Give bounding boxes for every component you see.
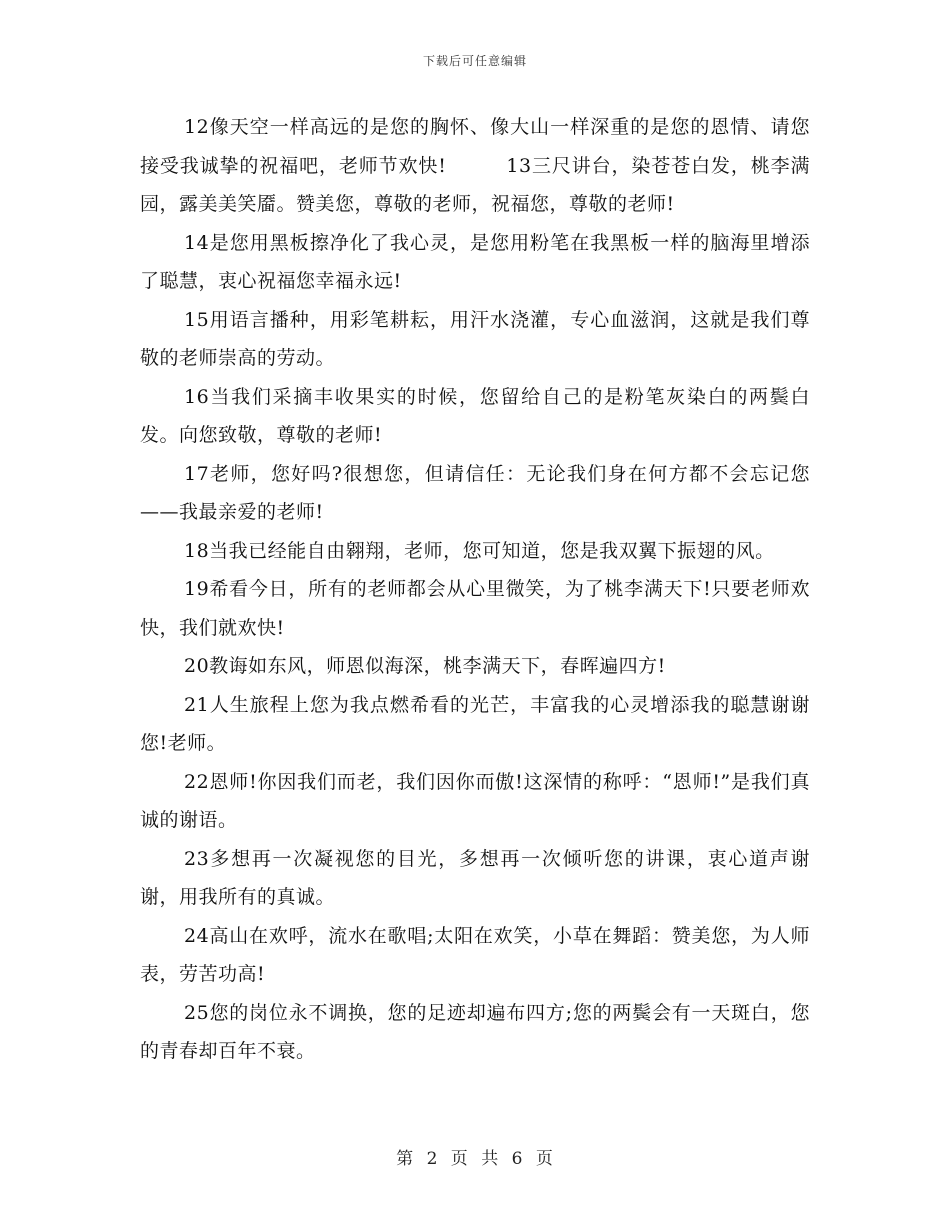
paragraph-21: 21人生旅程上您为我点燃希看的光芒，丰富我的心灵增添我的聪慧谢谢您!老师。 (140, 693, 810, 754)
paragraph-14: 14是您用黑板擦净化了我心灵，是您用粉笔在我黑板一样的脑海里增添了聪慧，衷心祝福您幸福永远! (140, 231, 810, 292)
paragraph-22: 22恩师!你因我们而老，我们因你而傲!这深情的称呼：“恩师!”是我们真诚的谢语。 (140, 770, 810, 831)
paragraph-19: 19希看今日，所有的老师都会从心里微笑，为了桃李满天下!只要老师欢快，我们就欢快! (140, 578, 810, 639)
paragraph-23: 23多想再一次凝视您的目光，多想再一次倾听您的讲课，衷心道声谢谢，用我所有的真诚。 (140, 847, 810, 908)
paragraph-24: 24高山在欢呼，流水在歌唱;太阳在欢笑，小草在舞蹈：赞美您，为人师表，劳苦功高! (140, 924, 810, 985)
document-body (140, 108, 810, 1071)
paragraph-12: 12像天空一样高远的是您的胸怀、像大山一样深重的是您的恩情、请您接受我诚挚的祝福吧，老师节欢快! 13三尺讲台，染苍苍白发，桃李满园，露美美笑靥。赞美您，尊敬的老师，祝福您，尊敬的老师! (140, 116, 810, 215)
page-header: 下载后可任意编辑 (422, 54, 527, 68)
paragraph-25: 25您的岗位永不调换，您的足迹却遍布四方;您的两鬓会有一天斑白，您的青春却百年不衰。 (140, 1001, 810, 1062)
paragraph-18: 18当我已经能自由翱翔，老师，您可知道，您是我双翼下振翅的风。 (184, 539, 775, 562)
paragraph-15: 15用语言播种，用彩笔耕耘，用汗水浇灌，专心血滋润，这就是我们尊敬的老师崇高的劳动。 (140, 308, 810, 369)
paragraph-16: 16当我们采摘丰收果实的时候，您留给自己的是粉笔灰染白的两鬓白发。向您致敬，尊敬的老师! (140, 385, 810, 446)
paragraph-17: 17老师，您好吗?很想您，但请信任：无论我们身在何方都不会忘记您——我最亲爱的老师! (140, 462, 810, 523)
page-footer: 第 2 页 共 6 页 (396, 1149, 554, 1169)
paragraph-20: 20教诲如东风，师恩似海深，桃李满天下，春晖遍四方! (184, 655, 666, 677)
